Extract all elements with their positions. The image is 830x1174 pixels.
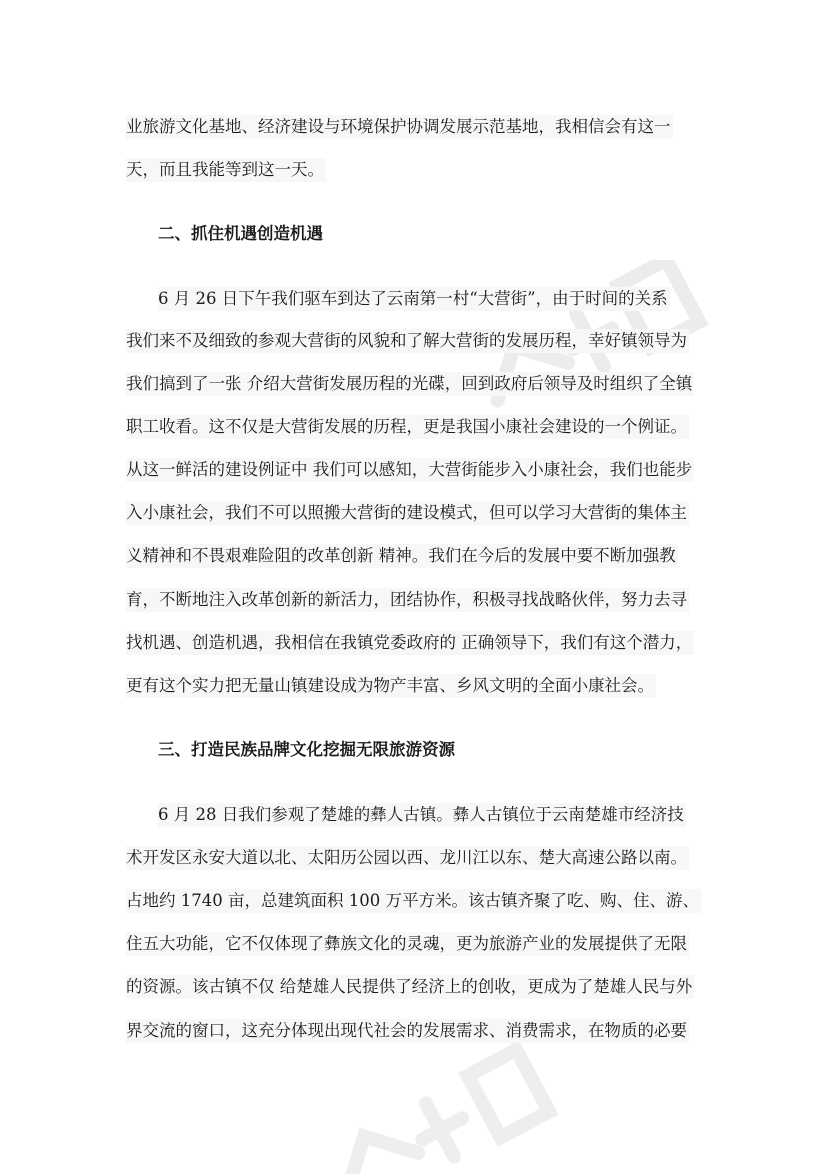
paragraph-3-line-2: 术开发区永安大道以北、太阳历公园以西、龙川江以东、楚大高速公路以南。 [126, 846, 689, 870]
paragraph-3-line-5: 的资源。该古镇不仅 给楚雄人民提供了经济上的创收，更成为了楚雄人民与外 [126, 975, 694, 999]
paragraph-3-line-4: 住五大功能，它不仅体现了彝族文化的灵魂，更为旅游产业的发展提供了无限 [126, 932, 689, 956]
paragraph-3-line-3: 占地约 1740 亩，总建筑面积 100 万平方米。该古镇齐聚了吃、购、住、游、 [126, 889, 701, 913]
paragraph-3-line-1: 6 月 28 日我们参观了楚雄的彝人古镇。彝人古镇位于云南楚雄市经济技 [158, 803, 686, 827]
paragraph-2-line-7: 义精神和不畏艰难险阻的改革创新 精神。我们在今后的发展中要不断加强教 [126, 544, 678, 568]
paragraph-3-line-6: 界交流的窗口，这充分体现出现代社会的发展需求、消费需求，在物质的必要 [126, 1019, 689, 1043]
paragraph-2-line-8: 育，不断地注入改革创新的新活力，团结协作，积极寻找战略伙伴，努力去寻 [126, 588, 689, 612]
paragraph-2-line-1: 6 月 26 日下午我们驱车到达了云南第一村“大营街”，由于时间的关系 [158, 287, 670, 311]
paragraph-2-line-3: 我们搞到了一张 介绍大营街发展历程的光碟，回到政府后领导及时组织了全镇 [126, 372, 694, 396]
section-heading-2: 二、抓住机遇创造机遇 [158, 224, 323, 243]
section-heading-3: 三、打造民族品牌文化挖掘无限旅游资源 [158, 740, 455, 759]
paragraph-2-line-9: 找机遇、创造机遇，我相信在我镇党委政府的 正确领导下，我们有这个潜力， [126, 631, 694, 655]
paragraph-2-line-5: 从这一鲜活的建设例证中 我们可以感知，大营街能步入小康社会，我们也能步 [126, 458, 694, 482]
watermark-bottom [290, 1040, 590, 1174]
paragraph-2-line-6: 入小康社会，我们不可以照搬大营街的建设模式，但可以学习大营街的集体主 [126, 501, 689, 525]
paragraph-2-line-2: 我们来不及细致的参观大营街的风貌和了解大营街的发展历程，幸好镇领导为 [126, 329, 689, 353]
paragraph-2-line-10: 更有这个实力把无量山镇建设成为物产丰富、乡风文明的全面小康社会。 [126, 674, 656, 698]
paragraph-2-line-4: 职工收看。这不仅是大营街发展的历程，更是我国小康社会建设的一个例证。 [126, 415, 689, 439]
paragraph-1-line-1: 业旅游文化基地、经济建设与环境保护协调发展示范基地，我相信会有这一 [126, 115, 673, 139]
paragraph-1-line-2: 天，而且我能等到这一天。 [126, 158, 326, 182]
